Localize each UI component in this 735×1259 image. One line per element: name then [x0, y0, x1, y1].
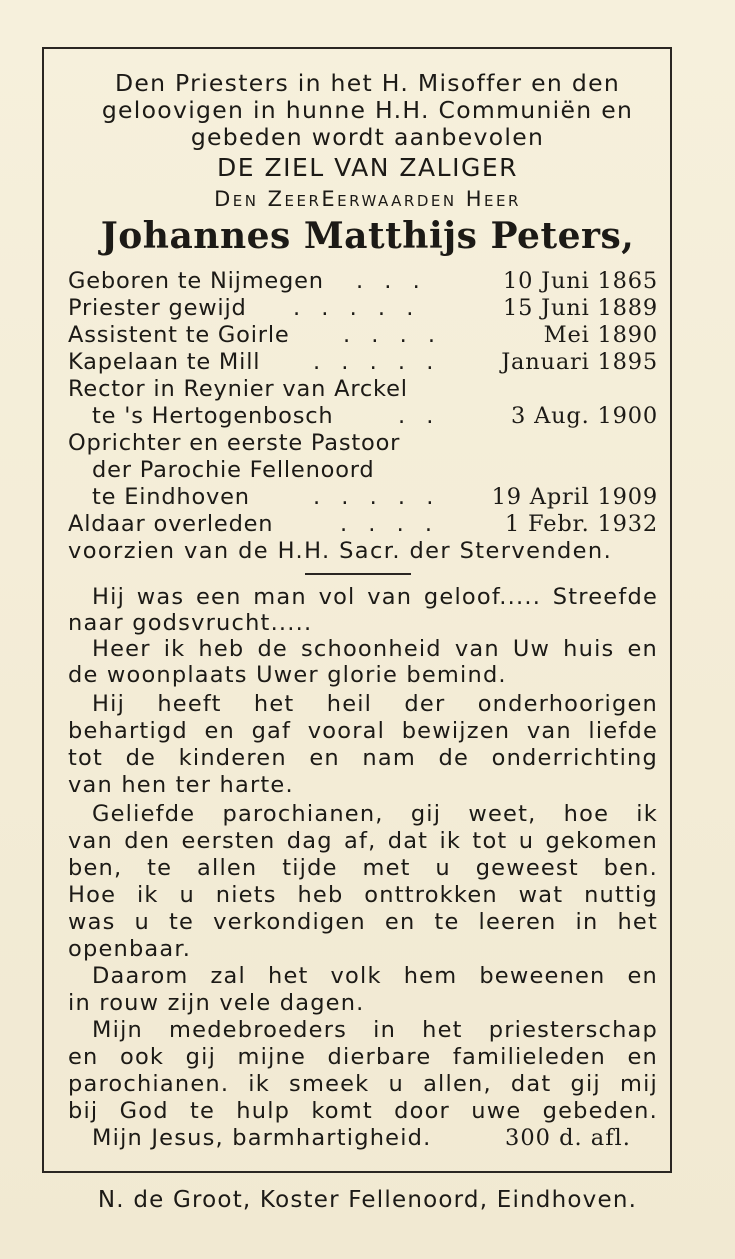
career-label: Priester gewijd: [68, 295, 247, 321]
text-line: behartigd en gaf vooral bewijzen van liefde: [68, 718, 658, 744]
text-line: was u te verkondigen en te leeren in het: [68, 909, 658, 935]
intro-line-1: Den Priesters in het H. Misoffer en den: [114, 69, 621, 97]
career-label: Kapelaan te Mill: [68, 349, 261, 375]
career-row: [68, 322, 658, 349]
career-label: Geboren te Nijmegen: [68, 268, 324, 294]
career-row: [68, 376, 658, 403]
intro-line-3: gebeden wordt aanbevolen: [190, 123, 545, 151]
text-line: naar godsvrucht.....: [68, 610, 313, 636]
text-line: van hen ter harte.: [68, 772, 294, 798]
career-label: te Eindhoven: [92, 484, 250, 510]
career-dots: . .: [398, 403, 441, 429]
deceased-name: Johannes Matthijs Peters,: [100, 215, 635, 257]
career-row: [68, 349, 658, 376]
career-label: Assistent te Goirle: [68, 322, 290, 348]
career-dots: . . . . .: [293, 295, 421, 321]
career-row: [68, 511, 658, 538]
prayer-line: Mijn Jesus, barmhartigheid.: [92, 1125, 432, 1151]
career-date: Mei 1890: [543, 322, 658, 348]
career-dots: . . .: [356, 268, 427, 294]
divider: [305, 573, 411, 575]
text-line: openbaar.: [68, 936, 192, 962]
career-label: Oprichter en eerste Pastoor: [68, 430, 401, 456]
soul-heading: DE ZIEL VAN ZALIGER: [217, 153, 518, 182]
text-line: in rouw zijn vele dagen.: [68, 990, 365, 1016]
text-line: Daarom zal het volk hem beweenen en: [92, 963, 658, 989]
text-line: Hij was een man vol van geloof..... Streefde: [92, 584, 658, 610]
career-row: [68, 295, 658, 322]
career-date: Januari 1895: [501, 349, 658, 375]
career-row: [68, 457, 658, 484]
text-line: de woonplaats Uwer glorie bemind.: [68, 662, 507, 688]
career-date: 19 April 1909: [491, 484, 658, 510]
text-line: ben, te allen tijde met u geweest ben.: [68, 855, 658, 881]
career-date: 1 Febr. 1932: [504, 511, 658, 537]
career-label: te 's Hertogenbosch: [92, 403, 334, 429]
career-date: 15 Juni 1889: [503, 295, 658, 321]
text-line: en ook gij mijne dierbare familieleden en: [68, 1044, 658, 1070]
intro-line-2: geloovigen in hunne H.H. Communiën en: [101, 96, 634, 124]
text-line: Mijn medebroeders in het priesterschap: [92, 1017, 658, 1043]
career-dots: . . . . .: [313, 349, 441, 375]
text-line: Hoe ik u niets heb onttrokken wat nuttig: [68, 882, 658, 908]
text-line: bij God te hulp komt door uwe gebeden.: [68, 1098, 658, 1124]
text-line: van den eersten dag af, dat ik tot u gekomen: [68, 828, 658, 854]
career-date: 3 Aug. 1900: [511, 403, 658, 429]
career-label: Rector in Reynier van Arckel: [68, 376, 408, 402]
career-row: [68, 268, 658, 295]
text-line: Hij heeft het heil der onderhoorigen: [92, 691, 658, 717]
career-label: der Parochie Fellenoord: [92, 457, 375, 483]
career-row: [68, 484, 658, 511]
career-row: [68, 403, 658, 430]
indulgence-line: 300 d. afl.: [505, 1125, 631, 1151]
career-dots: . . . .: [343, 322, 443, 348]
text-line: Geliefde parochianen, gij weet, hoe ik: [92, 801, 658, 827]
career-date: 10 Juni 1865: [503, 268, 658, 294]
text-line: Heer ik heb de schoonheid van Uw huis en: [92, 636, 658, 662]
text-line: parochianen. ik smeek u allen, dat gij mij: [68, 1071, 658, 1097]
title-heading: Den ZeerEerwaarden Heer: [214, 187, 521, 211]
career-dots: . . . .: [340, 511, 440, 537]
printer-footer: N. de Groot, Koster Fellenoord, Eindhoven.: [97, 1187, 638, 1213]
career-label: Aldaar overleden: [68, 511, 274, 537]
text-line: tot de kinderen en nam de onderrichting: [68, 745, 658, 771]
career-row: [68, 430, 658, 457]
career-dots: . . . . .: [313, 484, 441, 510]
sacraments-line: voorzien van de H.H. Sacr. der Stervenden.: [68, 538, 613, 564]
